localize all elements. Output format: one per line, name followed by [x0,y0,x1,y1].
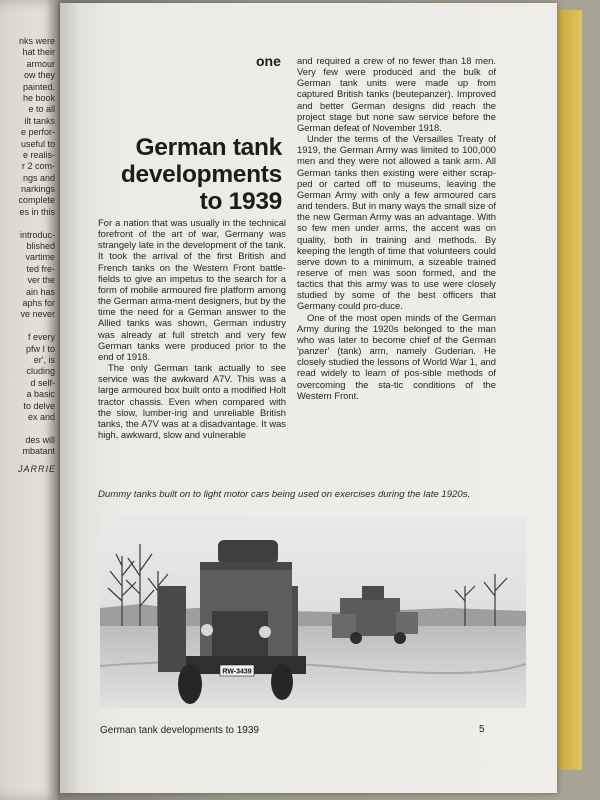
previous-page-line: narkings [20,184,55,195]
previous-page-line: e to all [28,104,55,115]
previous-page-line: es in this [19,206,55,217]
chapter-title [110,134,282,215]
previous-page-line: nks were [18,36,55,46]
previous-page-line: ver the [27,275,55,286]
text-column-right [297,55,496,401]
chapter-title-line: developments [120,161,282,188]
running-footer-title: German tank developments to 1939 [100,725,259,736]
previous-page-line: f every [27,332,55,343]
photo-caption: Dummy tanks built on to light motor cars being used on exercises during the late 1920s. [98,489,471,500]
previous-page-line: er', is [33,354,55,365]
previous-page-line: ilt tanks [24,115,55,126]
previous-page-line: painted. [22,81,55,92]
previous-page-line: ted fre- [26,263,55,274]
previous-page-line: r 2 com- [21,161,55,172]
page-number: 5 [479,724,485,735]
previous-page-text [0,36,55,457]
previous-page-line: complete [18,195,55,206]
previous-page-line: cluding [26,366,55,377]
previous-page [0,0,58,800]
paragraph: The only German tank actually to see service was the awkward A7V. This was a large armoured box built onto a modified Holt tractor chassis. Even when compared with the slow, lumber-ing and unreliable British tanks, the A7V was at a disadvantage. It was high, awkward, slow and vulnerable [98,362,286,440]
paragraph: For a nation that was usually in the technical forefront of the art of war, Germany was strangely late in the development of the tank. It took the arrival of the first British and French tanks on the Western Front battle-fields to give an impetus to the search for a form of mobile armoured fire platform among the German arma-ment designers, but by the time the need for a German answer to the Allied tanks was shown, German industry was already at full stretch and very few German tanks were produced prior to the end of 1918. [98,217,286,362]
previous-page-line: blished [26,241,55,252]
photo-illustration [100,516,526,708]
chapter-title-line: to 1939 [199,188,282,215]
book-page [60,3,557,793]
previous-page-line: ex and [27,411,55,422]
previous-page-line: useful to [20,138,55,149]
previous-page-line: ow they [23,70,55,81]
previous-page-line: to delve [23,400,55,411]
previous-page-line: hat their [22,47,55,58]
previous-page-line: mbatant [22,446,55,457]
previous-page-line: armour [26,58,55,69]
previous-page-line: he book [22,92,55,103]
dummy-tanks-photo [100,516,526,708]
paragraph: Under the terms of the Versailles Treaty of 1919, the German Army was limited to 100,000 men and they were not allowed a tank arm. All German tanks then existing were either scrap-ped or carted off to museums, leaving the German Army with only a few armoured cars and tenders. But in many ways the small size of the new German Army was an advantage. With so few men under arms, the accent was on quality, both in training and methods. By keeping the length of time that volunteers could serve down to a minimum, a sizeable trained reserve of men was soon formed, and the tactics that this army was to use were closely studied by some of the best officers that Germany could pro-duce. [297,133,496,312]
previous-page-line: e realis- [22,149,55,160]
previous-page-line [0,218,55,229]
previous-page-line: d self- [30,377,55,388]
paragraph: One of the most open minds of the German Army during the 1920s belonged to the man who was later to become chief of the German 'panzer' (tank) arm, namely Guderian. He closely studied the lessons of World War 1, and read widely to learn of pos-sible methods of overcoming the sta-tic conditions of the Western Front. [297,311,496,401]
chapter-title-line: German tank [135,134,282,161]
paragraph: and required a crew of no fewer than 18 men. Very few were produced and the bulk of German tank units were made up from captured British tanks (beutepanzer). Improved and better German designs did reach the project stage but none saw service before the German defeat of November 1918. [297,55,496,133]
text-column-left [98,217,286,440]
previous-page-line: ngs and [22,172,55,183]
previous-page-signature: JARRIE [17,464,56,474]
license-plate: RW-3439 [222,668,252,676]
previous-page-line: introduc- [19,229,55,240]
previous-page-line [0,423,55,434]
chapter-number: one [256,53,281,69]
previous-page-line: a basic [26,389,55,400]
previous-page-line: vartime [25,252,55,263]
previous-page-line: e perfor- [20,127,55,138]
previous-page-line: ve never [20,309,55,320]
previous-page-line: pfw I to [25,343,55,354]
previous-page-line: ain has [25,286,55,297]
previous-page-line [0,321,55,332]
previous-page-line: aphs for [22,297,55,308]
previous-page-line: des will [25,434,55,445]
